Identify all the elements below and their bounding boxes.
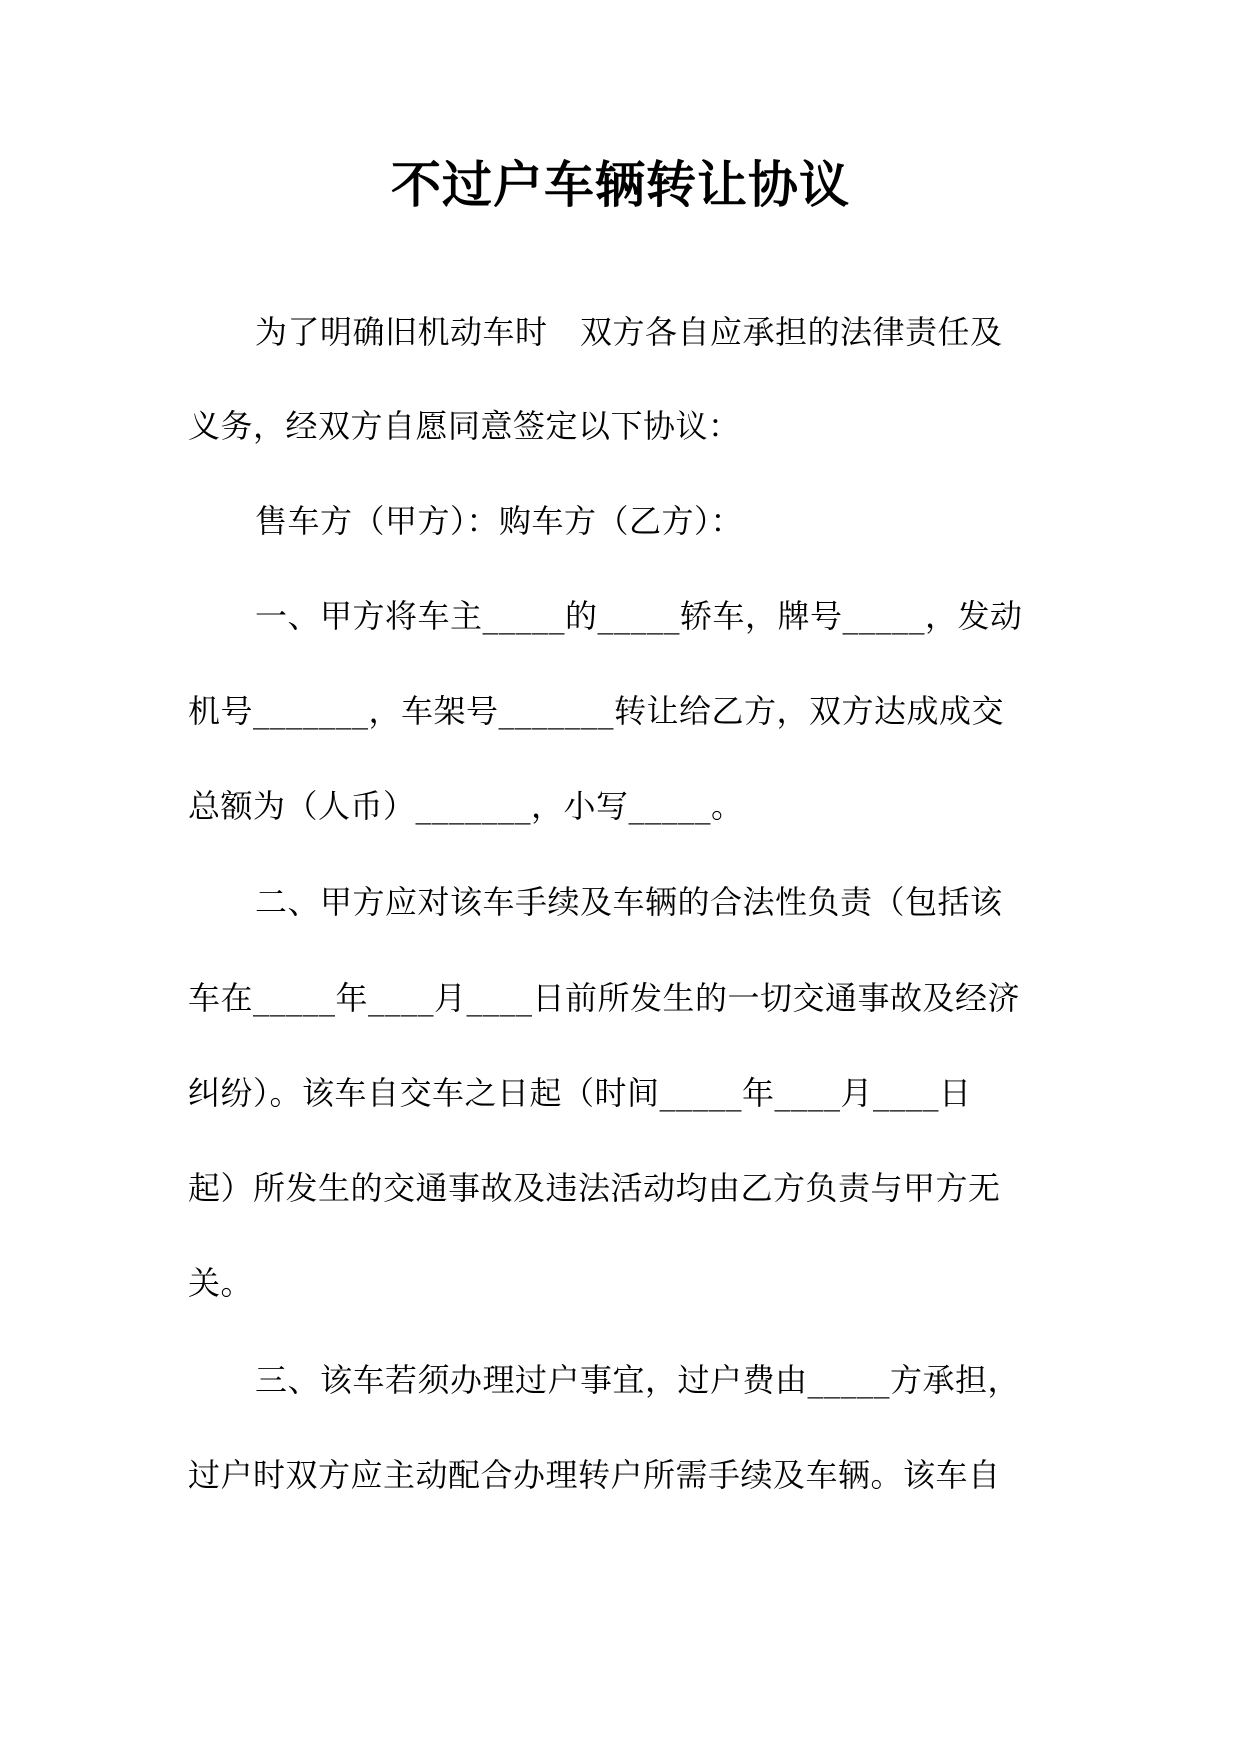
- paragraph-intro-line-1: 为了明确旧机动车时 双方各自应承担的法律责任及: [255, 313, 1003, 351]
- clause-2-line-2: 车在_____年____月____日前所发生的一切交通事故及经济: [188, 979, 1021, 1017]
- clause-2-line-4: 起）所发生的交通事故及违法活动均由乙方负责与甲方无: [188, 1169, 1001, 1207]
- clause-1-line-1: 一、甲方将车主_____的_____轿车，牌号_____，发动: [255, 597, 1023, 635]
- parties-line: 售车方（甲方）：购车方（乙方）：: [255, 502, 744, 540]
- clause-2-line-5: 关。: [188, 1264, 254, 1302]
- paragraph-intro-line-2: 义务，经双方自愿同意签定以下协议：: [188, 407, 741, 445]
- clause-1-line-3: 总额为（人币）_______，小写_____。: [188, 787, 744, 825]
- clause-1-line-2: 机号_______，车架号_______转让给乙方，双方达成成交: [188, 692, 1005, 730]
- document-title: 不过户车辆转让协议: [391, 156, 850, 214]
- clause-3-line-2: 过户时双方应主动配合办理转户所需手续及车辆。该车自: [188, 1456, 1001, 1494]
- clause-2-line-3: 纠纷）。该车自交车之日起（时间_____年____月____日: [188, 1074, 972, 1112]
- clause-2-line-1: 二、甲方应对该车手续及车辆的合法性负责（包括该: [255, 883, 1003, 921]
- clause-3-line-1: 三、该车若须办理过户事宜，过户费由_____方承担，: [255, 1361, 1021, 1399]
